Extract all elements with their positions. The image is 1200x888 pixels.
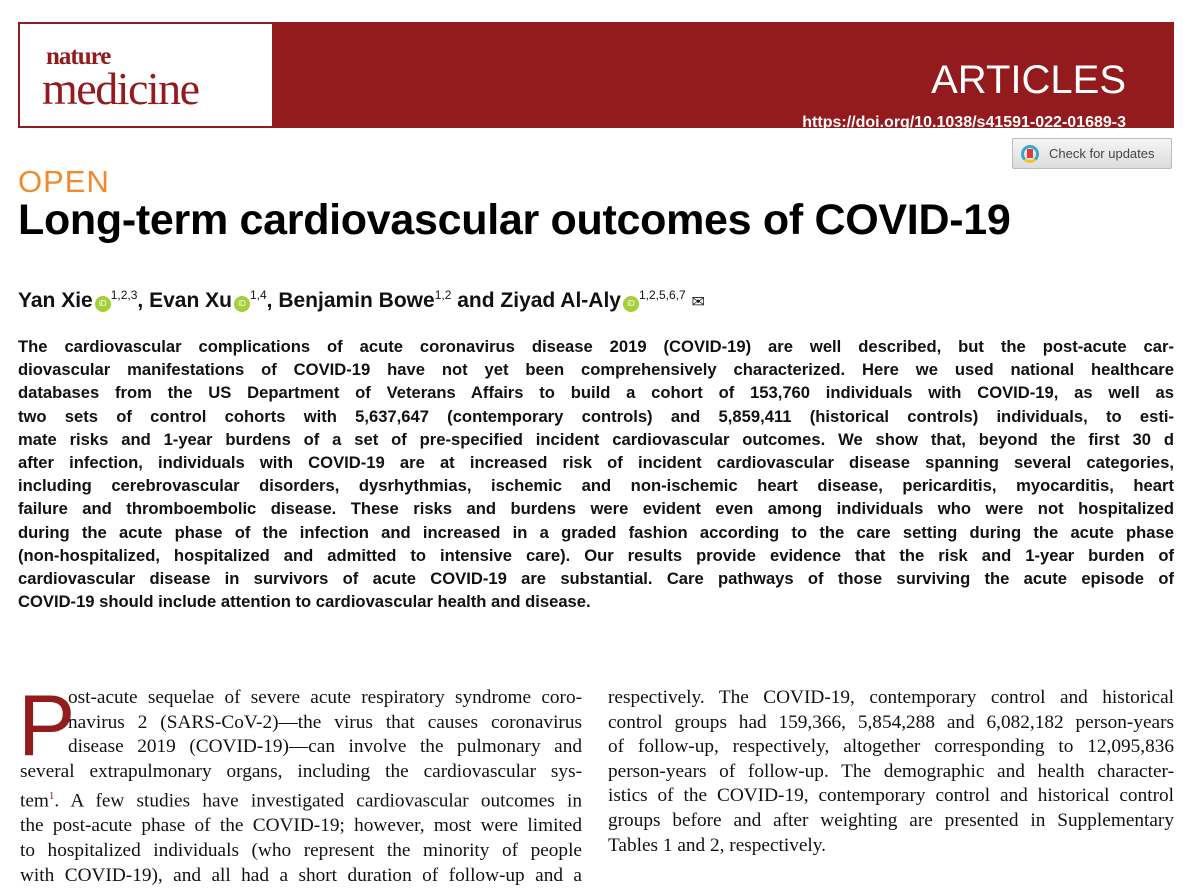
abstract-line: databases from the US Department of Veterans Affairs to build a cohort of 153,760 individuals with COVID-19, as well as	[18, 383, 1174, 403]
section-label: ARTICLES	[931, 58, 1126, 102]
abstract-line: (non-hospitalized, hospitalized and admitted to intensive care). Our results provide evidence that the risk and 1-year burden of	[18, 545, 1174, 565]
abstract-line: The cardiovascular complications of acute coronavirus disease 2019 (COVID-19) are well described, but the post-acute car-	[18, 337, 1174, 356]
body-line: Tables 1 and 2, respectively.	[608, 834, 826, 856]
crossmark-icon	[1021, 145, 1039, 163]
abstract	[18, 335, 1174, 613]
orcid-icon[interactable]: iD	[623, 296, 639, 312]
body-line: person-years of follow-up. The demographic and health character-	[608, 760, 1174, 782]
orcid-icon[interactable]: iD	[234, 296, 250, 312]
open-access-label: OPEN	[18, 164, 110, 199]
abstract-line: cardiovascular disease in survivors of acute COVID-19 are substantial. Care pathways of those surviving the acute episode of	[18, 569, 1174, 589]
doi-link[interactable]: https://doi.org/10.1038/s41591-022-01689-3	[802, 114, 1126, 131]
author-name[interactable]: Ziyad Al-Aly	[500, 289, 621, 312]
abstract-line: including cerebrovascular disorders, dysrhythmias, ischemic and non-ischemic heart disease, pericarditis, myocarditis, heart	[18, 476, 1174, 496]
abstract-line: COVID-19 should include attention to cardiovascular health and disease.	[18, 592, 591, 612]
body-text: . A few studies have investigated cardiovascular outcomes in	[54, 790, 582, 812]
body-line: navirus 2 (SARS-CoV-2)—the virus that causes coronavirus	[68, 711, 582, 733]
separator: ,	[266, 289, 279, 312]
body-text: tem	[20, 790, 49, 812]
affiliation: 1,2,5,6,7	[638, 288, 686, 302]
body-column-right	[608, 686, 1174, 858]
article-title: Long-term cardiovascular outcomes of COVID-19	[18, 196, 1011, 244]
orcid-icon[interactable]: iD	[95, 296, 111, 312]
body-column-left	[18, 678, 582, 888]
abstract-line: two sets of control cohorts with 5,637,647 (contemporary controls) and 5,859,411 (historical controls) individuals, to esti-	[18, 406, 1174, 426]
body-line	[20, 784, 582, 814]
body-line: to hospitalized individuals (who represent the minority of people	[20, 839, 582, 861]
email-icon[interactable]: ✉	[691, 294, 705, 311]
affiliation: 1,4	[249, 288, 267, 302]
separator: and	[451, 289, 501, 312]
affiliation: 1,2,3	[110, 288, 138, 302]
body-line: disease 2019 (COVID-19)—can involve the pulmonary and	[68, 736, 582, 758]
check-for-updates-label: Check for updates	[1049, 146, 1155, 161]
journal-logo[interactable]	[20, 24, 272, 126]
body-line: the post-acute phase of the COVID-19; however, most were limited	[20, 815, 582, 837]
body-line: with COVID-19), and all had a short duration of follow-up and a	[20, 864, 582, 886]
author-name[interactable]: Evan Xu	[149, 289, 232, 312]
author-name[interactable]: Benjamin Bowe	[278, 289, 435, 312]
author-name[interactable]: Yan Xie	[18, 289, 93, 312]
logo-line-2: medicine	[42, 63, 199, 114]
affiliation: 1,2	[434, 288, 452, 302]
abstract-line: diovascular manifestations of COVID-19 have not yet been comprehensively characterized. Here we used national healthcare	[18, 360, 1174, 380]
body-line: control groups had 159,366, 5,854,288 and 6,082,182 person-years	[608, 711, 1174, 733]
body-line: istics of the COVID-19, contemporary control and historical control	[608, 785, 1174, 807]
abstract-line: mate risks and 1-year burdens of a set of pre-specified incident cardiovascular outcomes. We show that, beyond the first 30 d	[18, 429, 1174, 449]
body-line: ost-acute sequelae of severe acute respiratory syndrome coro-	[68, 687, 582, 708]
reference-link[interactable]: 1	[48, 790, 55, 803]
body-line: of follow-up, respectively, altogether corresponding to 12,095,836	[608, 736, 1174, 758]
separator: ,	[137, 289, 150, 312]
abstract-line: failure and thromboembolic disease. These risks and burdens were evident even among individuals who were not hospitalized	[18, 499, 1174, 519]
logo-line-1: nature	[46, 43, 111, 70]
abstract-line: after infection, individuals with COVID-19 are at increased risk of incident cardiovascular disease spanning several categories,	[18, 453, 1174, 473]
drop-cap: P	[18, 678, 76, 774]
body-line: groups before and after weighting are presented in Supplementary	[608, 809, 1174, 831]
check-for-updates-button[interactable]	[1012, 138, 1172, 169]
body-line: several extrapulmonary organs, including the cardiovascular sys-	[20, 760, 582, 782]
body-line: respectively. The COVID-19, contemporary control and historical	[608, 687, 1174, 708]
author-list	[18, 288, 705, 313]
abstract-line: during the acute phase of the infection and increased in a graded fashion according to the care setting during the acute phase	[18, 522, 1174, 542]
